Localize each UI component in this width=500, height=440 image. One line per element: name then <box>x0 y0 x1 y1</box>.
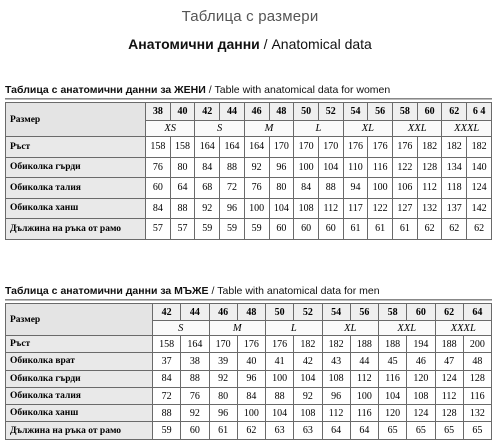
value-cell: 65 <box>463 422 491 439</box>
value-cell: 84 <box>195 157 220 178</box>
value-cell: 122 <box>368 198 393 219</box>
value-cell: 92 <box>195 198 220 219</box>
size-number-cell: 56 <box>350 304 378 321</box>
table-row <box>6 370 492 387</box>
size-letter-cell: XXXL <box>442 121 492 137</box>
value-cell: 41 <box>266 353 294 370</box>
size-number-cell: 44 <box>181 304 209 321</box>
table-row <box>6 336 492 353</box>
value-cell: 104 <box>318 157 343 178</box>
value-cell: 94 <box>343 178 368 199</box>
table-row <box>6 198 492 219</box>
value-cell: 88 <box>220 157 245 178</box>
size-letter-cell: XL <box>343 121 392 137</box>
value-cell: 84 <box>237 387 265 404</box>
value-cell: 116 <box>350 405 378 422</box>
size-number-cell: 46 <box>244 103 269 121</box>
value-cell: 96 <box>322 387 350 404</box>
row-label: Обиколка гърди <box>6 157 146 178</box>
size-number-cell: 48 <box>269 103 294 121</box>
value-cell: 62 <box>417 219 442 240</box>
value-cell: 158 <box>153 336 181 353</box>
value-cell: 62 <box>467 219 492 240</box>
value-cell: 100 <box>294 157 319 178</box>
size-number-cell: 6 4 <box>467 103 492 121</box>
size-letter-cell: M <box>244 121 293 137</box>
value-cell: 84 <box>153 370 181 387</box>
size-header-label: Размер <box>6 103 146 137</box>
value-cell: 117 <box>343 198 368 219</box>
value-cell: 61 <box>368 219 393 240</box>
size-number-cell: 46 <box>209 304 237 321</box>
value-cell: 132 <box>463 405 491 422</box>
size-number-cell: 58 <box>379 304 407 321</box>
size-number-cell: 44 <box>220 103 245 121</box>
value-cell: 188 <box>379 336 407 353</box>
value-cell: 65 <box>379 422 407 439</box>
size-letter-cell: XXL <box>393 121 442 137</box>
value-cell: 80 <box>170 157 195 178</box>
value-cell: 116 <box>368 157 393 178</box>
value-cell: 112 <box>417 178 442 199</box>
women-size-table <box>5 102 492 240</box>
men-size-table <box>5 303 492 440</box>
value-cell: 104 <box>294 370 322 387</box>
value-cell: 38 <box>181 353 209 370</box>
value-cell: 76 <box>244 178 269 199</box>
value-cell: 42 <box>294 353 322 370</box>
value-cell: 176 <box>393 137 418 158</box>
value-cell: 92 <box>244 157 269 178</box>
value-cell: 100 <box>266 370 294 387</box>
value-cell: 170 <box>269 137 294 158</box>
value-cell: 64 <box>350 422 378 439</box>
value-cell: 124 <box>407 405 435 422</box>
size-number-cell: 42 <box>195 103 220 121</box>
value-cell: 60 <box>146 178 171 199</box>
size-number-cell: 48 <box>237 304 265 321</box>
value-cell: 158 <box>170 137 195 158</box>
size-letter-cell: XS <box>146 121 195 137</box>
value-cell: 128 <box>417 157 442 178</box>
value-cell: 96 <box>220 198 245 219</box>
table-row <box>6 178 492 199</box>
table-row <box>6 405 492 422</box>
value-cell: 182 <box>294 336 322 353</box>
value-cell: 108 <box>407 387 435 404</box>
value-cell: 61 <box>209 422 237 439</box>
value-cell: 64 <box>170 178 195 199</box>
size-number-row <box>6 304 492 321</box>
value-cell: 72 <box>220 178 245 199</box>
value-cell: 100 <box>244 198 269 219</box>
value-cell: 57 <box>146 219 171 240</box>
size-number-cell: 56 <box>368 103 393 121</box>
size-letter-cell: XXL <box>379 321 436 336</box>
value-cell: 46 <box>407 353 435 370</box>
value-cell: 170 <box>318 137 343 158</box>
value-cell: 64 <box>322 422 350 439</box>
value-cell: 137 <box>442 198 467 219</box>
value-cell: 170 <box>209 336 237 353</box>
subtitle-bold: Анатомични данни <box>128 36 260 52</box>
value-cell: 59 <box>220 219 245 240</box>
men-table-title <box>5 285 380 297</box>
value-cell: 176 <box>368 137 393 158</box>
value-cell: 48 <box>463 353 491 370</box>
value-cell: 108 <box>294 405 322 422</box>
table-row <box>6 387 492 404</box>
row-label: Ръст <box>6 137 146 158</box>
women-title-rest: / Table with anatomical data for women <box>205 84 391 96</box>
value-cell: 194 <box>407 336 435 353</box>
value-cell: 120 <box>407 370 435 387</box>
size-number-cell: 52 <box>294 304 322 321</box>
value-cell: 76 <box>146 157 171 178</box>
size-letter-cell: XL <box>322 321 379 336</box>
value-cell: 60 <box>269 219 294 240</box>
value-cell: 72 <box>153 387 181 404</box>
size-number-cell: 58 <box>393 103 418 121</box>
size-number-cell: 50 <box>294 103 319 121</box>
value-cell: 124 <box>435 370 463 387</box>
value-cell: 132 <box>417 198 442 219</box>
value-cell: 170 <box>294 137 319 158</box>
value-cell: 164 <box>244 137 269 158</box>
value-cell: 104 <box>379 387 407 404</box>
value-cell: 60 <box>318 219 343 240</box>
value-cell: 118 <box>442 178 467 199</box>
size-number-cell: 54 <box>322 304 350 321</box>
value-cell: 100 <box>368 178 393 199</box>
size-letter-cell: L <box>266 321 323 336</box>
row-label: Обиколка врат <box>6 353 153 370</box>
row-label: Обиколка гърди <box>6 370 153 387</box>
value-cell: 84 <box>146 198 171 219</box>
value-cell: 84 <box>294 178 319 199</box>
value-cell: 112 <box>350 370 378 387</box>
size-number-cell: 42 <box>153 304 181 321</box>
table-row <box>6 219 492 240</box>
value-cell: 39 <box>209 353 237 370</box>
men-divider <box>5 299 492 301</box>
row-label: Дължина на ръка от рамо <box>6 422 153 439</box>
value-cell: 88 <box>170 198 195 219</box>
value-cell: 96 <box>237 370 265 387</box>
value-cell: 92 <box>209 370 237 387</box>
row-label: Обиколка ханш <box>6 198 146 219</box>
page-subtitle <box>0 36 500 52</box>
row-label: Ръст <box>6 336 153 353</box>
value-cell: 108 <box>294 198 319 219</box>
value-cell: 63 <box>266 422 294 439</box>
value-cell: 65 <box>435 422 463 439</box>
value-cell: 80 <box>269 178 294 199</box>
value-cell: 96 <box>269 157 294 178</box>
value-cell: 59 <box>153 422 181 439</box>
value-cell: 62 <box>442 219 467 240</box>
value-cell: 124 <box>467 178 492 199</box>
table-row <box>6 137 492 158</box>
value-cell: 134 <box>442 157 467 178</box>
value-cell: 164 <box>181 336 209 353</box>
size-letter-cell: S <box>195 121 244 137</box>
page-title: Таблица с размери <box>181 8 319 25</box>
value-cell: 88 <box>153 405 181 422</box>
size-header-label: Размер <box>6 304 153 336</box>
value-cell: 164 <box>220 137 245 158</box>
size-number-cell: 62 <box>435 304 463 321</box>
value-cell: 61 <box>343 219 368 240</box>
value-cell: 37 <box>153 353 181 370</box>
value-cell: 112 <box>435 387 463 404</box>
value-cell: 182 <box>322 336 350 353</box>
value-cell: 57 <box>170 219 195 240</box>
women-title-bold: Таблица с анатомични данни за ЖЕНИ <box>5 84 206 96</box>
value-cell: 65 <box>407 422 435 439</box>
value-cell: 112 <box>322 405 350 422</box>
men-title-rest: / Table with anatomical data for men <box>208 285 380 297</box>
value-cell: 176 <box>237 336 265 353</box>
size-number-cell: 62 <box>442 103 467 121</box>
value-cell: 200 <box>463 336 491 353</box>
value-cell: 92 <box>294 387 322 404</box>
table-row <box>6 353 492 370</box>
value-cell: 188 <box>350 336 378 353</box>
value-cell: 106 <box>393 178 418 199</box>
value-cell: 92 <box>181 405 209 422</box>
value-cell: 122 <box>393 157 418 178</box>
row-label: Обиколка ханш <box>6 405 153 422</box>
value-cell: 182 <box>467 137 492 158</box>
value-cell: 182 <box>417 137 442 158</box>
value-cell: 188 <box>435 336 463 353</box>
value-cell: 59 <box>244 219 269 240</box>
size-number-cell: 60 <box>417 103 442 121</box>
women-divider <box>5 98 492 100</box>
women-table-title <box>5 84 390 96</box>
size-number-cell: 50 <box>266 304 294 321</box>
value-cell: 116 <box>463 387 491 404</box>
value-cell: 182 <box>442 137 467 158</box>
value-cell: 68 <box>195 178 220 199</box>
value-cell: 40 <box>237 353 265 370</box>
value-cell: 59 <box>195 219 220 240</box>
size-letter-cell: L <box>294 121 343 137</box>
row-label: Дължина на ръка от рамо <box>6 219 146 240</box>
value-cell: 62 <box>237 422 265 439</box>
value-cell: 176 <box>343 137 368 158</box>
size-number-cell: 54 <box>343 103 368 121</box>
size-letter-cell: M <box>209 321 266 336</box>
value-cell: 120 <box>379 405 407 422</box>
value-cell: 44 <box>350 353 378 370</box>
value-cell: 61 <box>393 219 418 240</box>
value-cell: 127 <box>393 198 418 219</box>
size-number-cell: 40 <box>170 103 195 121</box>
size-number-row <box>6 103 492 121</box>
value-cell: 100 <box>237 405 265 422</box>
size-letter-cell: S <box>153 321 210 336</box>
value-cell: 88 <box>181 370 209 387</box>
value-cell: 88 <box>266 387 294 404</box>
value-cell: 112 <box>318 198 343 219</box>
value-cell: 60 <box>294 219 319 240</box>
value-cell: 96 <box>209 405 237 422</box>
value-cell: 128 <box>435 405 463 422</box>
size-number-cell: 60 <box>407 304 435 321</box>
value-cell: 76 <box>181 387 209 404</box>
men-title-bold: Таблица с анатомични данни за МЪЖЕ <box>5 285 209 297</box>
value-cell: 43 <box>322 353 350 370</box>
value-cell: 88 <box>318 178 343 199</box>
value-cell: 60 <box>181 422 209 439</box>
table-row <box>6 157 492 178</box>
value-cell: 110 <box>343 157 368 178</box>
value-cell: 63 <box>294 422 322 439</box>
value-cell: 116 <box>379 370 407 387</box>
value-cell: 128 <box>463 370 491 387</box>
value-cell: 47 <box>435 353 463 370</box>
value-cell: 45 <box>379 353 407 370</box>
value-cell: 142 <box>467 198 492 219</box>
value-cell: 104 <box>269 198 294 219</box>
value-cell: 108 <box>322 370 350 387</box>
size-number-cell: 38 <box>146 103 171 121</box>
value-cell: 100 <box>350 387 378 404</box>
size-letter-cell: XXXL <box>435 321 492 336</box>
value-cell: 158 <box>146 137 171 158</box>
value-cell: 140 <box>467 157 492 178</box>
value-cell: 176 <box>266 336 294 353</box>
row-label: Обиколка талия <box>6 387 153 404</box>
row-label: Обиколка талия <box>6 178 146 199</box>
subtitle-rest: / Anatomical data <box>259 36 372 52</box>
size-number-cell: 64 <box>463 304 491 321</box>
size-number-cell: 52 <box>318 103 343 121</box>
value-cell: 80 <box>209 387 237 404</box>
value-cell: 104 <box>266 405 294 422</box>
value-cell: 164 <box>195 137 220 158</box>
